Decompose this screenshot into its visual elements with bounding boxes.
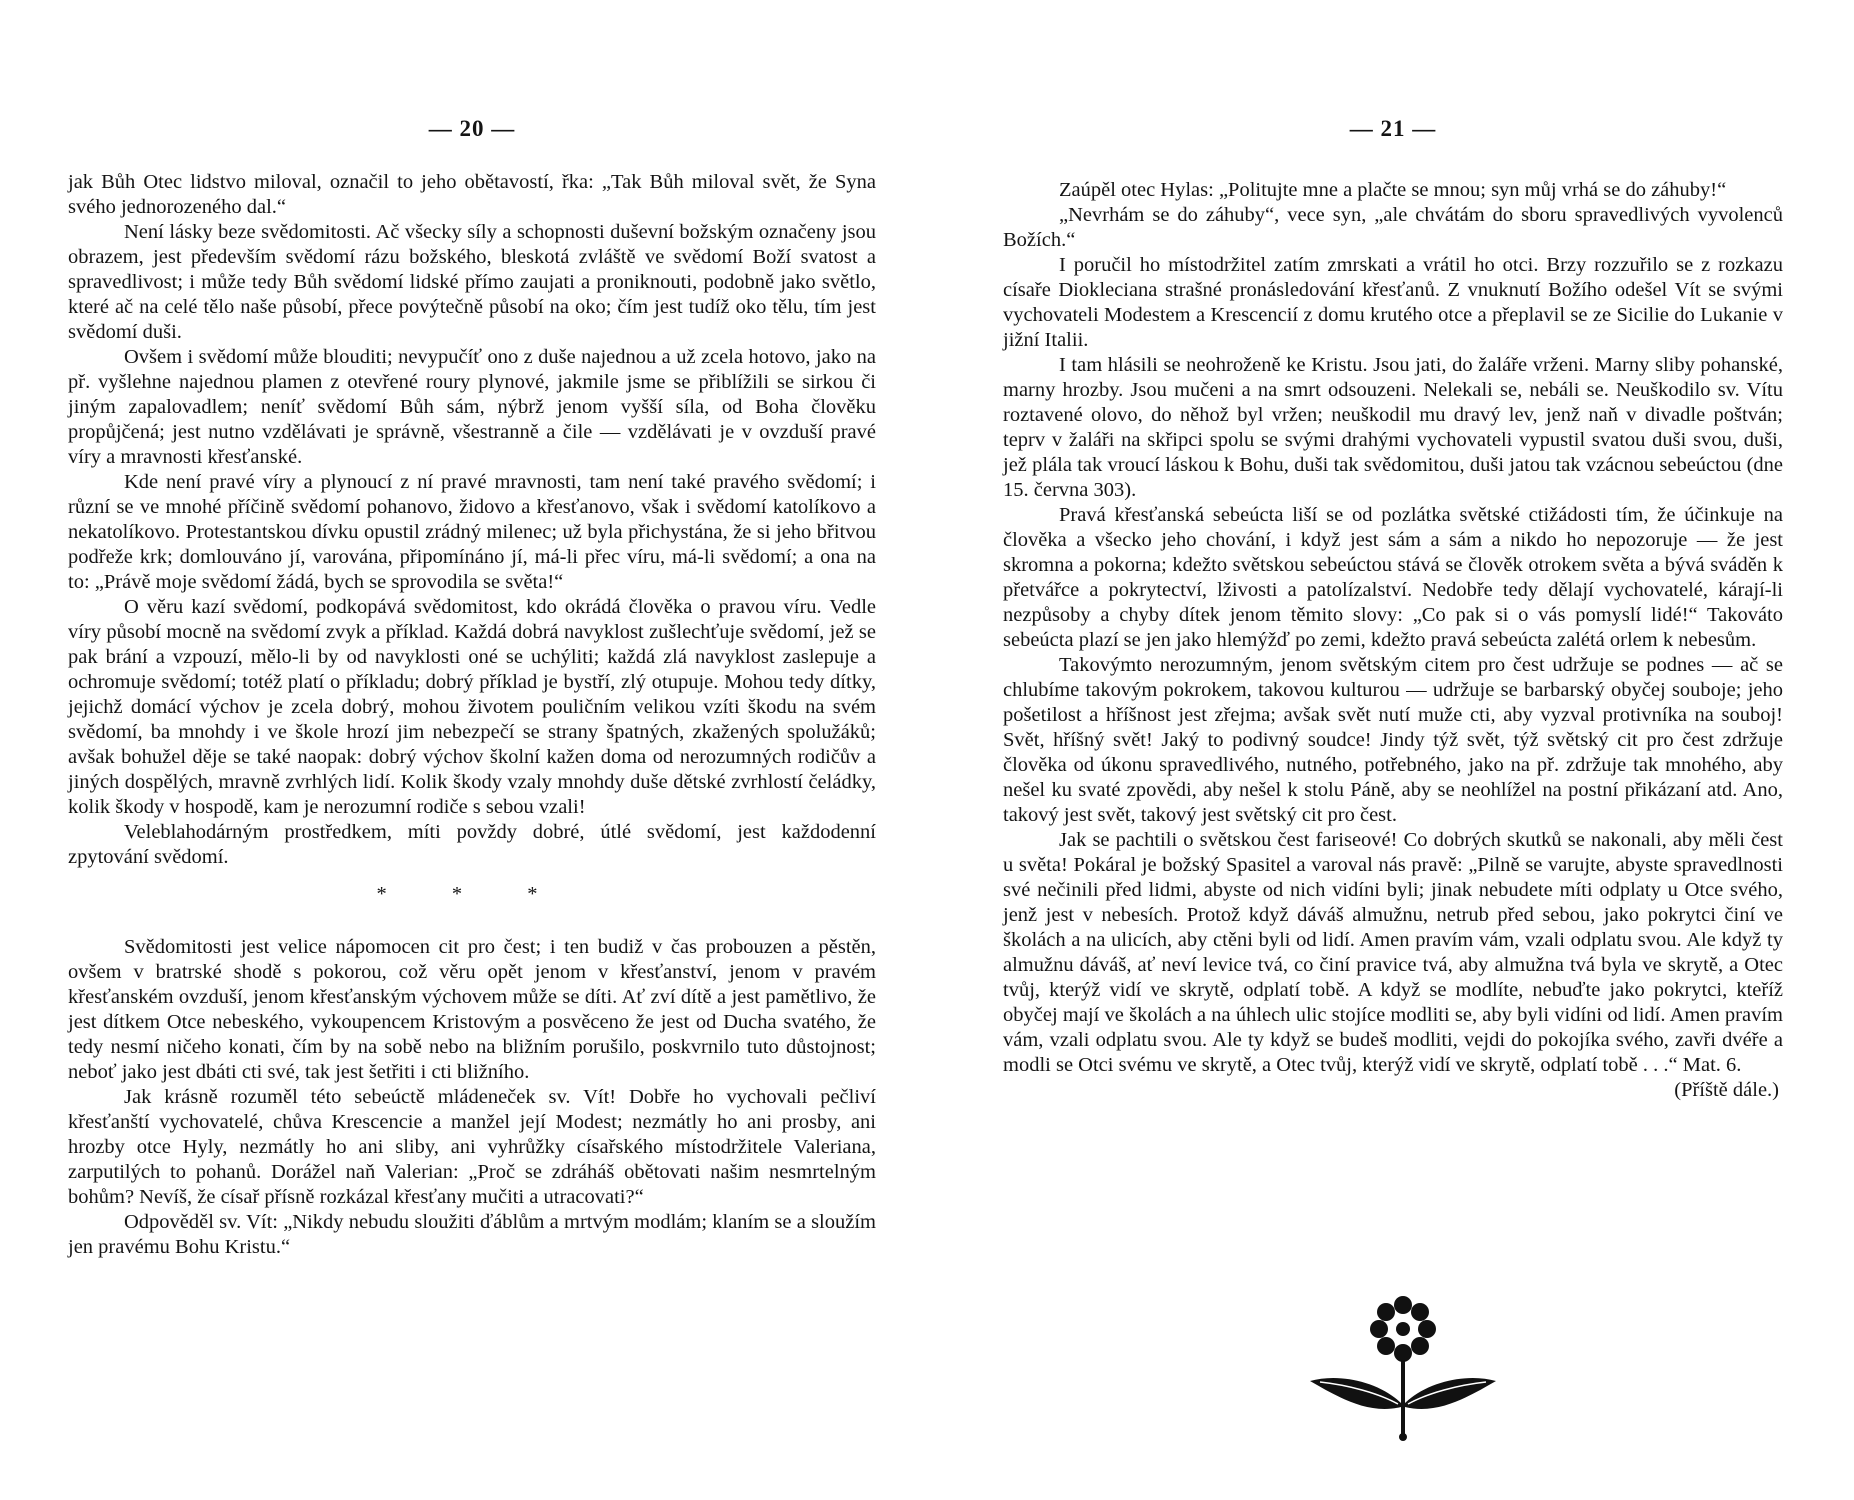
paragraph: O věru kazí svědomí, podkopává svědomitost, kdo okrádá člověka o pravou víru. Vedle víry působí mocně na svědomí zvyk a příklad. Každá dobrá navyklost zušlechťuje svědomí, jež se pak brání a vzpouzí, mělo-li by od navyklosti oné se uchýliti; každá zlá navyklost zaslepuje a ochromuje svědomí; totéž platí o příkladu; dobrý příklad je bystří, zlý otupuje. Mohou tedy dítky, jejichž domácí výchov je zcela dobrý, mohou životem pouličním velikou vzíti škodu na svém svědomí, ba mnohdy i ve škole hrozí jim nebezpečí se strany špatných, zkažených spolužáků; avšak bohužel děje se také naopak: dobrý výchov školní kažen doma od nerozumných rodičův a jiných dospělých, mravně zvrhlých lidí. Kolik škody vzaly mnohdy duše dětské zvrhlostí čeládky, kolik škody v hospodě, kam je nerozumní rodiče s sebou vzali! [68,596,876,818]
paragraph: I poručil ho místodržitel zatím zmrskati a vrátil ho otci. Brzy rozzuřilo se z rozkazu císaře Diokleciana strašné pronásledování křesťanů. Z vnuknutí Božího odešel Vít se svými vychovateli Modestem a Krescencií z domu krutého otce a přeplavil se ze Sicilie do Lukanie v jižní Italii. [1003,254,1783,351]
continuation-note: (Příště dále.) [1674,1079,1779,1101]
paragraph: Svědomitosti jest velice nápomocen cit pro čest; i ten budiž v čas probouzen a pěstěn, ovšem v bratrské shodě s pokorou, což věru opět jenom v křesťanství, jenom v pravém křesťanském ovzduší, jenom křesťanským výchovem může se díti. Ať zví dítě a jest pamětlivo, že jest dítkem Otce nebeského, vykoupencem Kristovým a posvěceno že jest od Ducha svatého, že tedy nesmí ničeho konati, čím by na sobě nebo na bližním porušilo, poskvrnilo tuto důstojnost; neboť jako jest dbáti cti své, tak jest šetřiti i cti bližního. [68,936,876,1083]
paragraph: Kde není pravé víry a plynoucí z ní pravé mravnosti, tam není také pravého svědomí; i různí se ve mnohé příčině svědomí pohanovo, židovo a křesťanovo, však i svědomí katolíkovo a nekatolíkovo. Protestantskou dívku opustil zrádný milenec; už byla přichystána, že si jeho břitvou podřeže krk; domlouváno jí, varována, připomínáno jí, má-li přec víru, má-li svědomí; a ona na to: „Právě moje svědomí žádá, bych se sprovodila se světa!“ [68,471,876,593]
paragraph: Není lásky beze svědomitosti. Ač všecky síly a schopnosti duševní božským označeny jsou obrazem, jest především svědomí rázu božského, bleskotá zvláště ve svědomí Boží svatost a spravedlivost; i může tedy Bůh svědomí lidské přímo zaujati a proniknouti, podobně jako světlo, které ač na celé tělo naše působí, přece povýtečně působí na oko; čím jest tudíž oko tělu, tím jest svědomí duši. [68,221,876,343]
paragraph: Jak se pachtili o světskou čest fariseové! Co dobrých skutků se nakonali, aby měli čest u světa! Pokáral je božský Spasitel a varoval nás pravě: „Pilně se varujte, abyste spravedlnosti své nečinili před lidmi, abyste od nich vidíni byli; jinak nebudete míti odplaty u Otce svého, jenž jest v nebesích. Protož když dáváš almužnu, netrub před sebou, jako pokrytci činí ve školách a na ulicích, aby ctěni byli od lidí. Amen pravím vám, vzali odplatu svou. Ale když ty almužnu dáváš, ať neví levice tvá, co činí pravice tvá, aby almužna tvá byla ve skrytě, a Otec tvůj, kterýž vidí ve skrytě, odplatí tobě. A když se modlíte, nebuďte jako pokrytci, kteříž obyčej mají ve školách a na úhlech ulic stojíce modliti se, aby byli vidíni od lidí. Amen pravím vám, vzali odplatu svou. Ale ty když se budeš modliti, vejdi do pokojíka svého, zavři dvéře a modli se Otci svému ve skrytě, a Otec tvůj, kterýž vidí ve skrytě, odplatí tobě . . .“ Mat. 6. [1003,829,1783,1076]
page-body [1003,178,1783,1103]
section-divider: * * * [376,883,568,905]
page-number: — 21 — [1349,116,1437,141]
paragraph: Veleblahodárným prostředkem, míti povždy dobré, útlé svědomí, jest každodenní zpytování svědomí. [68,821,876,868]
paragraph: Takovýmto nerozumným, jenom světským citem pro čest udržuje se podnes — ač se chlubíme takovým pokrokem, takovou kulturou — udržuje se barbarský obyčej souboje; jeho pošetilost a hříšnost jest zřejma; avšak svět nutí muže cti, aby vyzval protivníka na souboj! Svět, hříšný svět! Jaký to podivný soudce! Jindy týž svět, týž světský cit pro čest zdržuje člověka od úkonu spravedlivého, nutného, potřebného, jako na př. zdržuje tak mnohého, aby nešel ku svaté zpovědi, aby nešel k stolu Páně, aby se neohlížel na postní přikázaní atd. Ano, takový jest svět, takový jest světský cit pro čest. [1003,654,1783,826]
flower-vignette-icon [1308,1285,1498,1445]
page-number: — 20 — [428,116,516,141]
paragraph: Pravá křesťanská sebeúcta liší se od pozlátka světské ctižádosti tím, že účinkuje na člověka a všecko jeho chování, i když jest sám a sám a nikdo ho nepozoruje — že jest skromna a pokorna; kdežto světskou sebeúctou stává se člověk otrokem světa a bývá sváděn k přetvářce a pokrytectví, lživosti a patolízalství. Nedobře tedy dělají vychovatelé, kárají-li nezpůsoby a chyby dítek jenom těmito slovy: „Co pak si o vás pomyslí lidé!“ Takováto sebeúcta plazí se jen jako hlemýžď po zemi, kdežto pravá sebeúcta zalétá orlem k nebesům. [1003,504,1783,651]
paragraph: „Nevrhám se do záhuby“, vece syn, „ale chvátám do sboru spravedlivých vyvolenců Božích.“ [1003,204,1783,251]
page-body [68,170,876,1260]
paragraph: jak Bůh Otec lidstvo miloval, označil to jeho obětavostí, řka: „Tak Bůh miloval svět, že Syna svého jednorozeného dal.“ [68,171,876,218]
paragraph: I tam hlásili se neohroženě ke Kristu. Jsou jati, do žaláře vrženi. Marny sliby pohanské, marny hrozby. Jsou mučeni a na smrt odsouzeni. Nelekali se, nebáli se. Neuškodilo sv. Vítu roztavené olovo, do něhož byl vržen; neuškodil mu dravý lev, jenž naň v divadle poštván; teprv v žaláři na skřipci spolu se svými drahými vychovateli vypustil svatou duši svou, duši, jež plála tak vroucí láskou k Bohu, duši tak svědomitou, duši jatou tak vzácnou sebeúctou (dne 15. června 303). [1003,354,1783,501]
paragraph: Zaúpěl otec Hylas: „Politujte mne a plačte se mnou; syn můj vrhá se do záhuby!“ [1059,179,1727,201]
paragraph: Ovšem i svědomí může blouditi; nevypučíť ono z duše najednou a už zcela hotovo, jako na př. vyšlehne najednou plamen z otevřené roury plynové, jakmile jsme se přiblížili se sirkou či jiným zapalovadlem; neníť svědomí Bůh sám, nýbrž jenom vyšší síla, od Boha člověku propůjčená; jest nutno vzdělávati je správně, všestranně a čile — vzdělávati je v ovzduší pravé víry a mravnosti křesťanské. [68,346,876,468]
paragraph: Jak krásně rozuměl této sebeúctě mládeneček sv. Vít! Dobře ho vychovali pečliví křesťanští vychovatelé, chůva Krescencie a manžel její Modest; nezmátly ho ani prosby, ani hrozby otce Hyly, nezmátly ho ani sliby, ani vyhrůžky císařského místodržitele Valeriana, zarputilých to pohanů. Dorážel naň Valerian: „Proč se zdráháš obětovati našim nesmrtelným bohům? Nevíš, že císař přísně rozkázal křesťany mučiti a utracovati?“ [68,1086,876,1208]
paragraph: Odpověděl sv. Vít: „Nikdy nebudu sloužiti ďáblům a mrtvým modlám; klaním se a sloužím jen pravému Bohu Kristu.“ [68,1211,876,1258]
